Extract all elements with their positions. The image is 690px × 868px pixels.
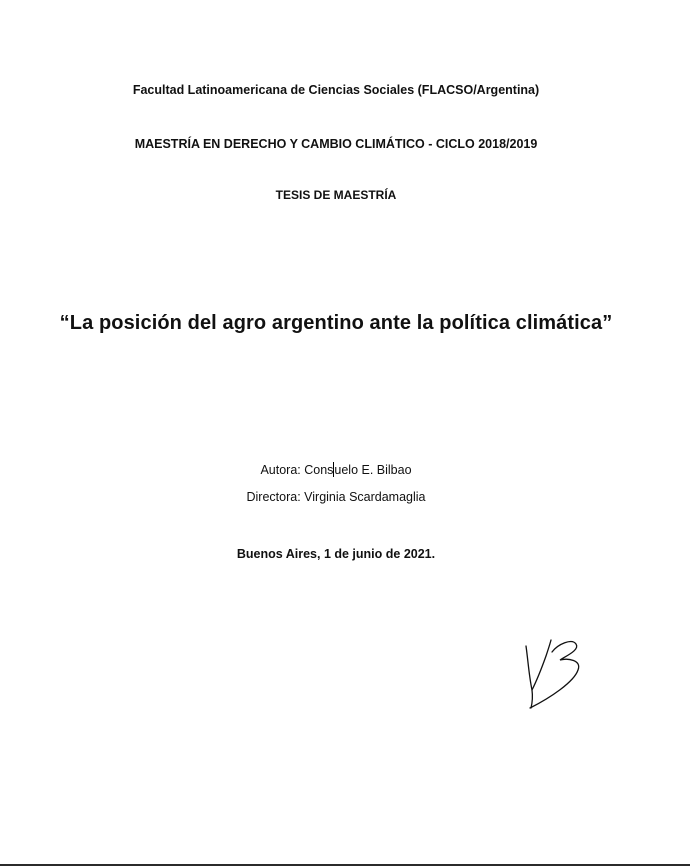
author-text-end: uelo E. Bilbao xyxy=(334,463,412,477)
date-line: Buenos Aires, 1 de junio de 2021. xyxy=(236,547,436,561)
thesis-title: “La posición del agro argentino ante la política climática” xyxy=(59,312,613,334)
institution-name: Facultad Latinoamericana de Ciencias Sociales (FLACSO/Argentina) xyxy=(132,83,540,97)
page-bottom-edge xyxy=(0,864,690,866)
author-text-start: Autora: Cons xyxy=(260,463,334,477)
author-line[interactable] xyxy=(0,462,672,477)
director-line: Directora: Virginia Scardamaglia xyxy=(246,490,426,504)
program-name: MAESTRÍA EN DERECHO Y CAMBIO CLIMÁTICO - CICLO 2018/2019 xyxy=(134,137,538,151)
signature-vs xyxy=(520,632,590,712)
document-type: TESIS DE MAESTRÍA xyxy=(275,188,397,202)
